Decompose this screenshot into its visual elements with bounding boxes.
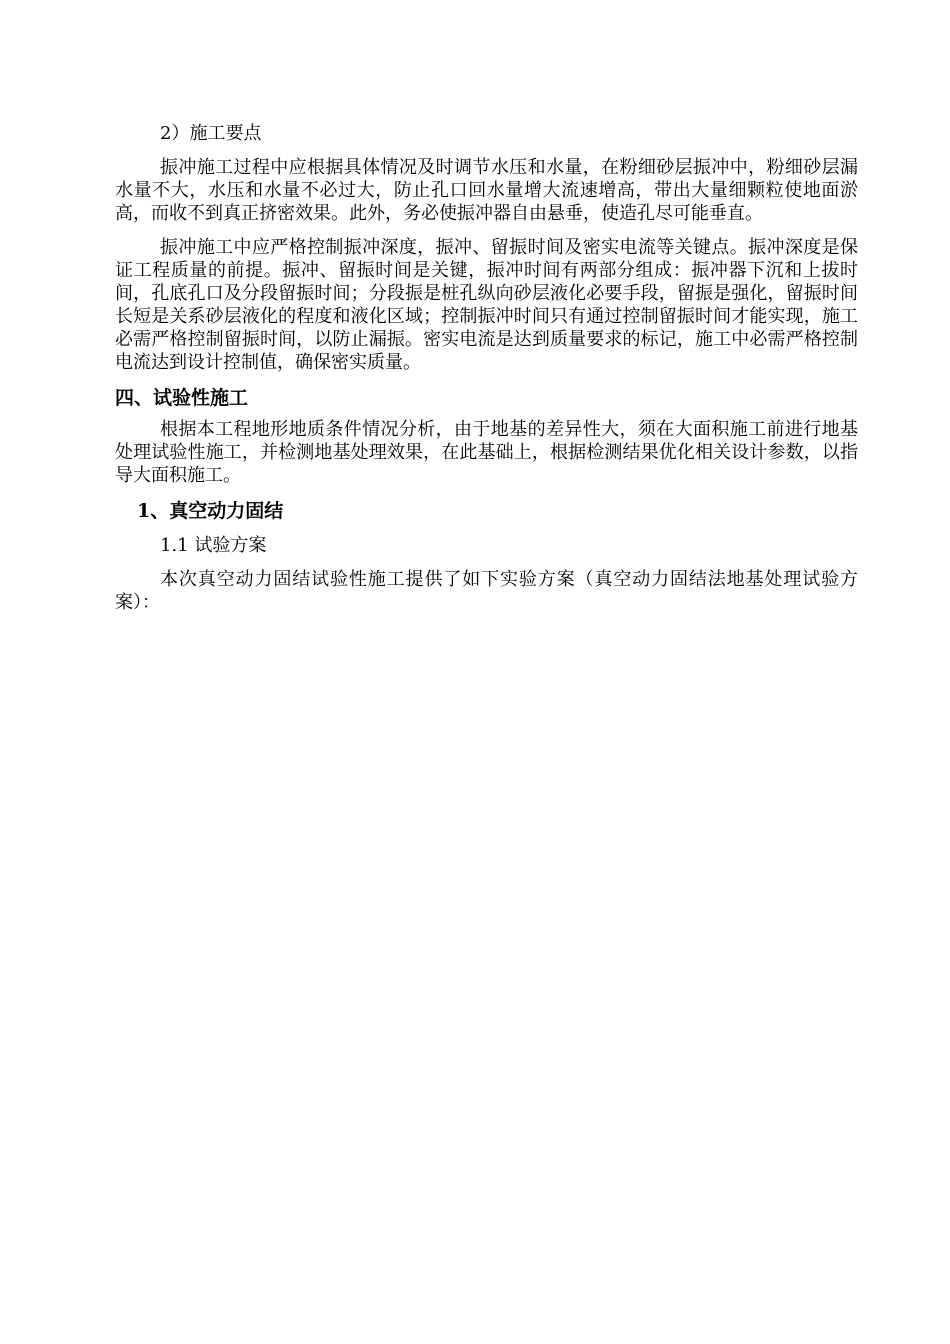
paragraph-water-pressure: 振冲施工过程中应根据具体情况及时调节水压和水量，在粉细砂层振冲中，粉细砂层漏水量不大，水压和水量不必过大，防止孔口回水量增大流速增高，带出大量细颗粒使地面淤高，而收不到真正挤密效果。此外，务必使振冲器自由悬垂，使造孔尽可能垂直。 bbox=[115, 157, 858, 224]
subsection-heading-vacuum-dynamic-consolidation: 1、真空动力固结 bbox=[137, 500, 284, 522]
paragraph-vibration-depth: 振冲施工中应严格控制振冲深度，振冲、留振时间及密实电流等关键点。振冲深度是保证工程质量的前提。振冲、留振时间是关键，振冲时间有两部分组成：振冲器下沉和上拔时间，孔底孔口及分段留振时间；分段振是桩孔纵向砂层液化必要手段，留振是强化，留振时间长短是关系砂层液化的程度和液化区域；控制振冲时间只有通过控制留振时间才能实现，施工必需严格控制留振时间，以防止漏振。密实电流是达到质量要求的标记，施工中必需严格控制电流达到设计控制值，确保密实质量。 bbox=[115, 237, 858, 373]
paragraph-test-plan: 本次真空动力固结试验性施工提供了如下实验方案（真空动力固结法地基处理试验方案）： bbox=[115, 569, 858, 613]
section-heading-trial-construction: 四、试验性施工 bbox=[115, 387, 249, 409]
test-plan-heading: 1.1 试验方案 bbox=[160, 535, 267, 556]
construction-points-heading: 2）施工要点 bbox=[160, 123, 262, 144]
document-page bbox=[115, 122, 858, 625]
paragraph-trial-construction: 根据本工程地形地质条件情况分析，由于地基的差异性大，须在大面积施工前进行地基处理试验性施工，并检测地基处理效果，在此基础上，根据检测结果优化相关设计参数，以指导大面积施工。 bbox=[115, 419, 858, 486]
